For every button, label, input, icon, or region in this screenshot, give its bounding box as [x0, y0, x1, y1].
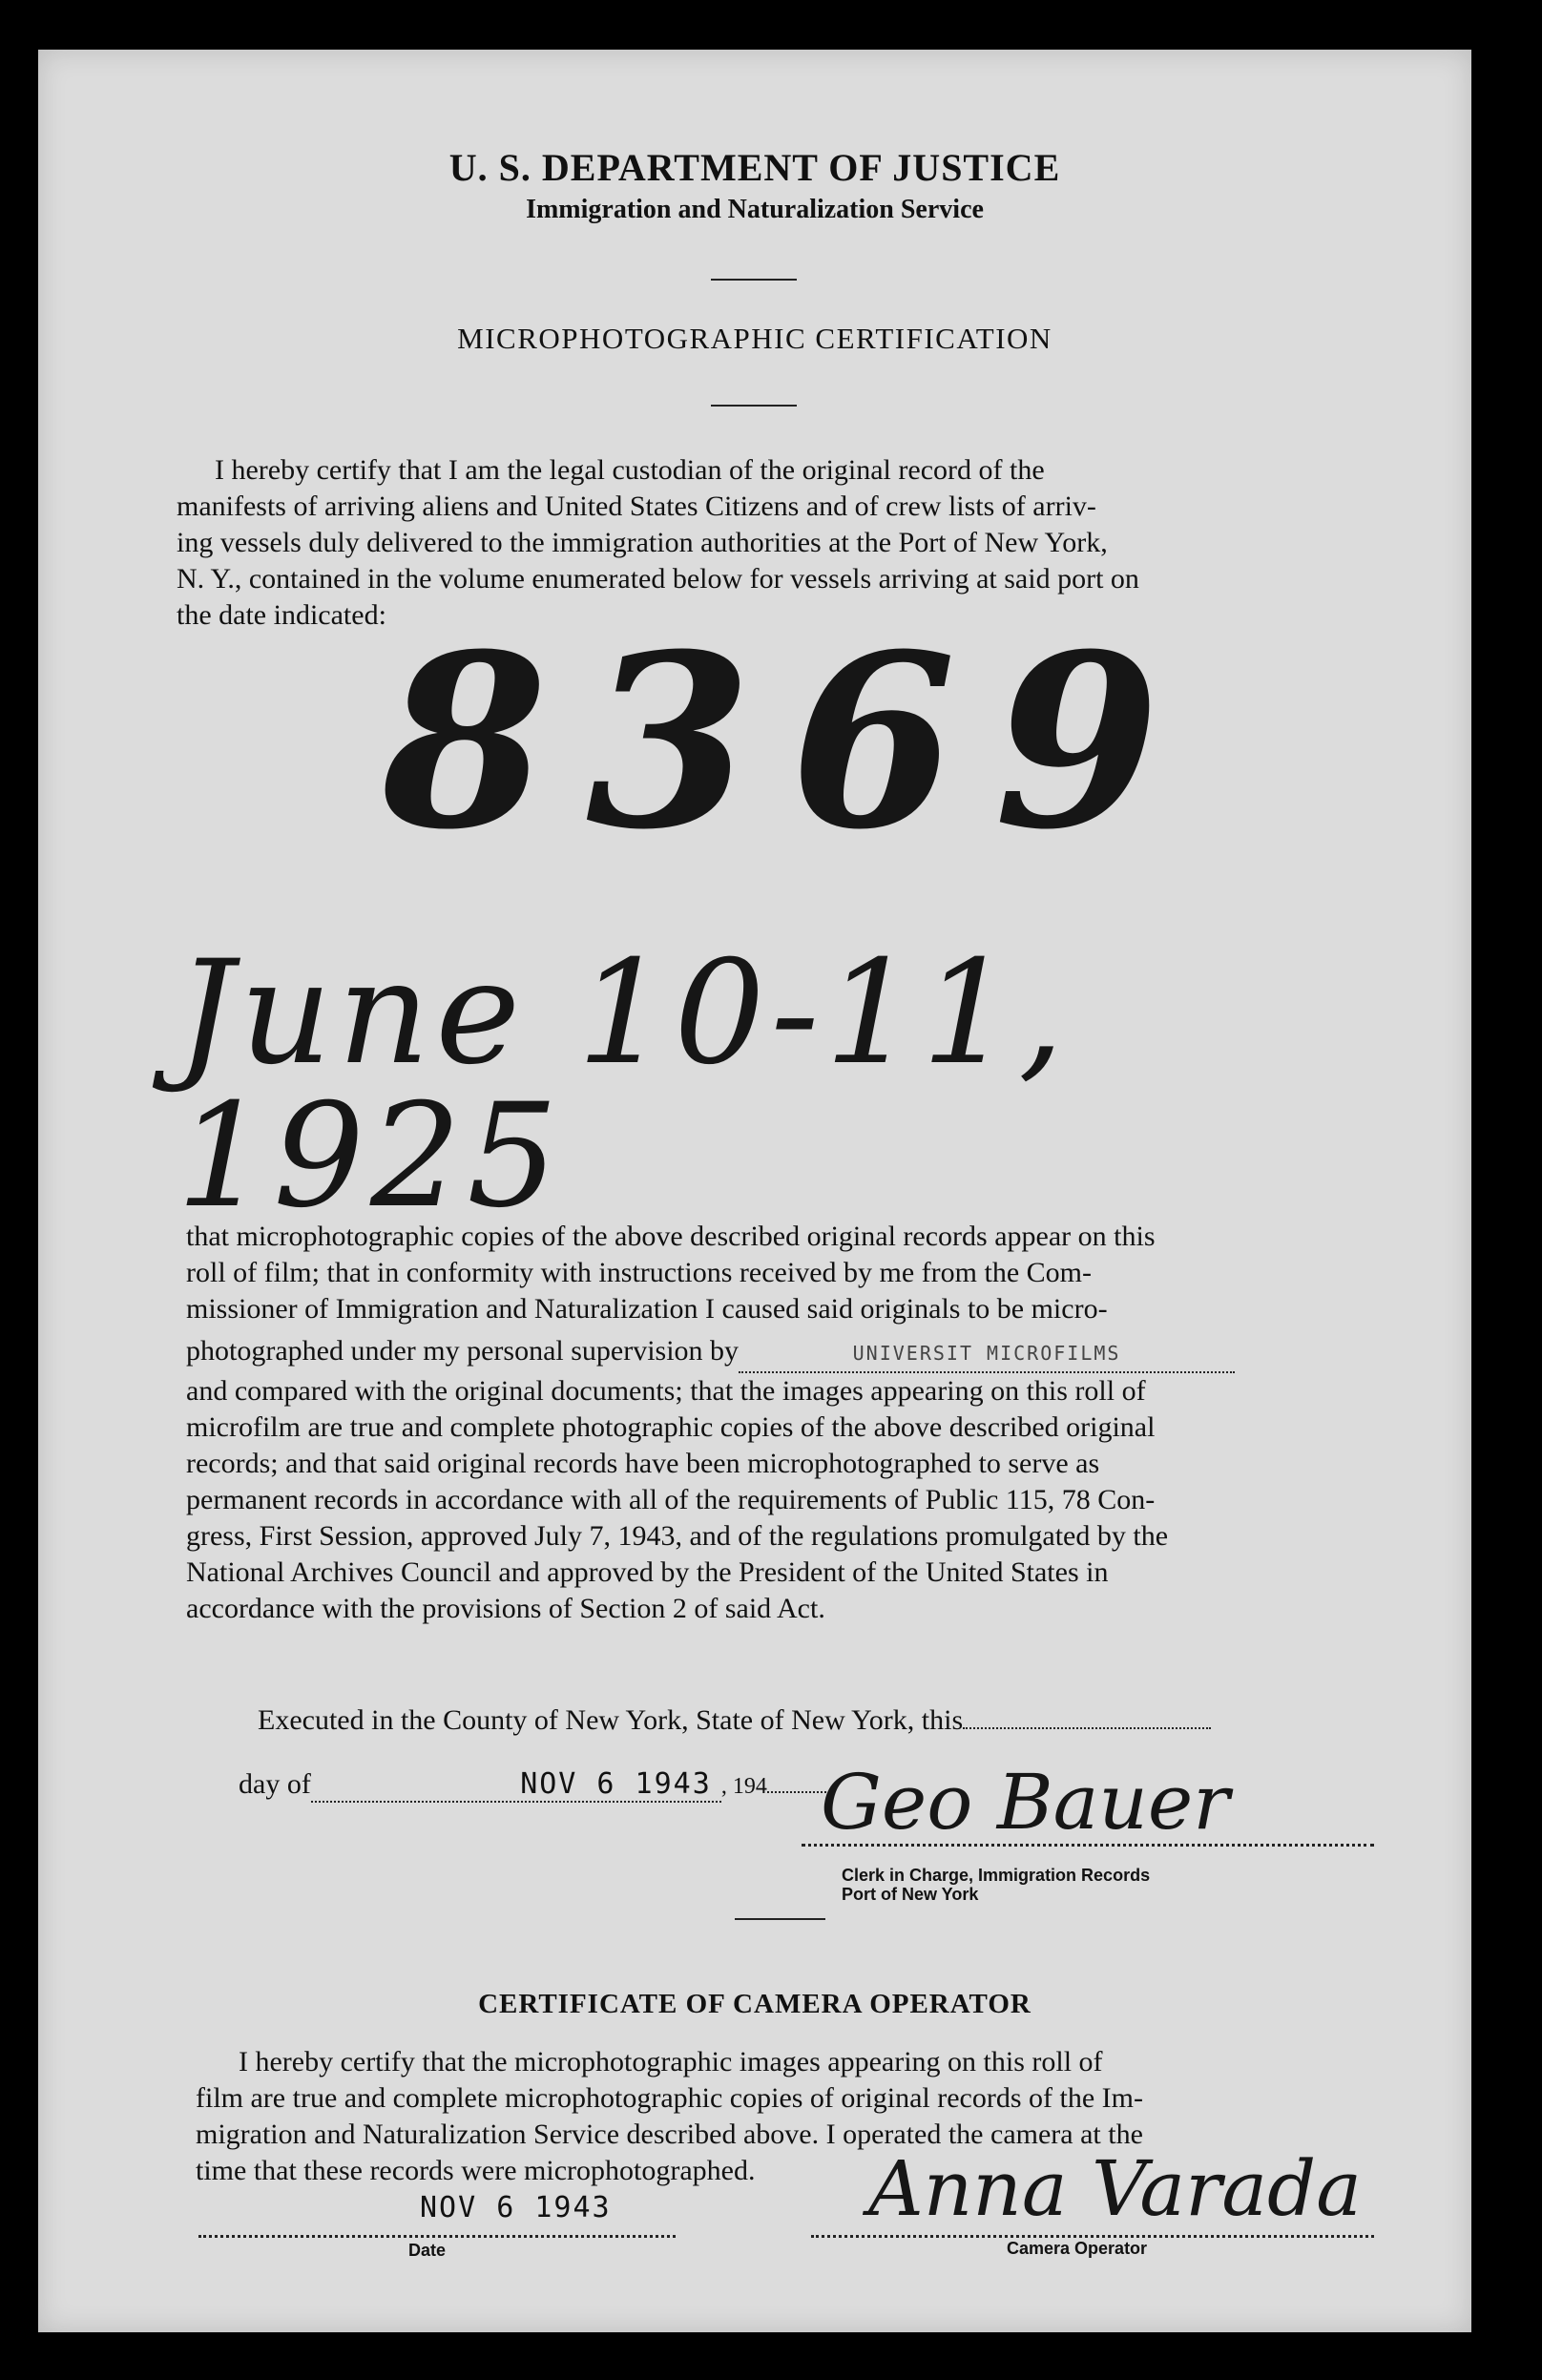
paragraph-line: records; and that said original records have been microphotographed to serve as — [186, 1448, 1100, 1479]
clerk-title-block — [842, 1866, 1150, 1904]
microphotographic-paragraph — [186, 1219, 1369, 1627]
paragraph-line: ing vessels duly delivered to the immigration authorities at the Port of New York, — [177, 527, 1108, 558]
certificate-page — [38, 50, 1471, 2332]
handwritten-date: June 10-11, 1925 — [177, 930, 1070, 1240]
paragraph-line — [186, 1333, 1369, 1373]
paragraph-line: microfilm are true and complete photographic copies of the above described original — [186, 1411, 1156, 1443]
divider — [711, 279, 797, 281]
paragraph-line: time that these records were microphotographed. — [196, 2155, 756, 2186]
paragraph-line: I hereby certify that I am the legal custodian of the original record of the — [215, 454, 1045, 486]
paragraph-line: I hereby certify that the microphotographic images appearing on this roll of — [239, 2046, 1103, 2077]
paragraph-line: roll of film; that in conformity with instructions received by me from the Com- — [186, 1257, 1092, 1288]
day-of-line — [239, 1767, 834, 1803]
clerk-port: Port of New York — [842, 1885, 979, 1904]
department-heading: U. S. DEPARTMENT OF JUSTICE — [448, 146, 1061, 189]
operator-signature: Anna Varada — [868, 2144, 1362, 2233]
certification-title: MICROPHOTOGRAPHIC CERTIFICATION — [457, 322, 1052, 355]
signature-line — [802, 1844, 1374, 1847]
paragraph-line: permanent records in accordance with all of the requirements of Public 115, 78 Con- — [186, 1484, 1156, 1515]
paragraph-line: gress, First Session, approved July 7, 1943, and of the regulations promulgated by the — [186, 1520, 1169, 1552]
executed-line — [258, 1702, 1211, 1737]
dotted-blank — [963, 1702, 1211, 1729]
execution-date-stamp: NOV 6 1943 — [311, 1767, 721, 1803]
operator-date-stamp: NOV 6 1943 — [420, 2191, 612, 2224]
camera-certificate-title: CERTIFICATE OF CAMERA OPERATOR — [478, 1989, 1031, 2019]
paragraph-line: missioner of Immigration and Naturalization I caused said originals to be micro- — [186, 1293, 1108, 1325]
paragraph-line: that microphotographic copies of the above described original records appear on this — [186, 1221, 1156, 1252]
paragraph-line: film are true and complete microphotographic copies of original records of the Im- — [196, 2082, 1143, 2114]
photographer-stamp: UNIVERSIT MICROFILMS — [739, 1335, 1235, 1373]
day-of-label: day of — [239, 1768, 311, 1800]
divider — [735, 1918, 825, 1920]
paragraph-line: N. Y., contained in the volume enumerated below for vessels arriving at said port on — [177, 563, 1139, 595]
camera-operator-label: Camera Operator — [1007, 2239, 1148, 2258]
executed-text: Executed in the County of New York, State of New York, this — [258, 1704, 964, 1736]
clerk-signature: Geo Bauer — [821, 1758, 1230, 1847]
paragraph-line: manifests of arriving aliens and United States Citizens and of crew lists of arriv- — [177, 491, 1096, 522]
date-label: Date — [408, 2241, 447, 2260]
divider — [711, 405, 797, 407]
supervision-text: photographed under my personal supervision by — [186, 1335, 740, 1367]
year-suffix: , 194 — [720, 1774, 767, 1799]
paragraph-line: National Archives Council and approved by the President of the United States in — [186, 1556, 1109, 1588]
handwritten-volume-number: 8369 — [382, 601, 1198, 882]
paragraph-line: and compared with the original documents; that the images appearing on this roll of — [186, 1375, 1146, 1407]
paragraph-line: migration and Naturalization Service described above. I operated the camera at the — [196, 2119, 1143, 2150]
paragraph-line: the date indicated: — [177, 599, 386, 631]
service-subheading: Immigration and Naturalization Service — [526, 195, 984, 224]
clerk-title: Clerk in Charge, Immigration Records — [842, 1866, 1151, 1885]
paragraph-line: accordance with the provisions of Section 2 of said Act. — [186, 1593, 825, 1624]
